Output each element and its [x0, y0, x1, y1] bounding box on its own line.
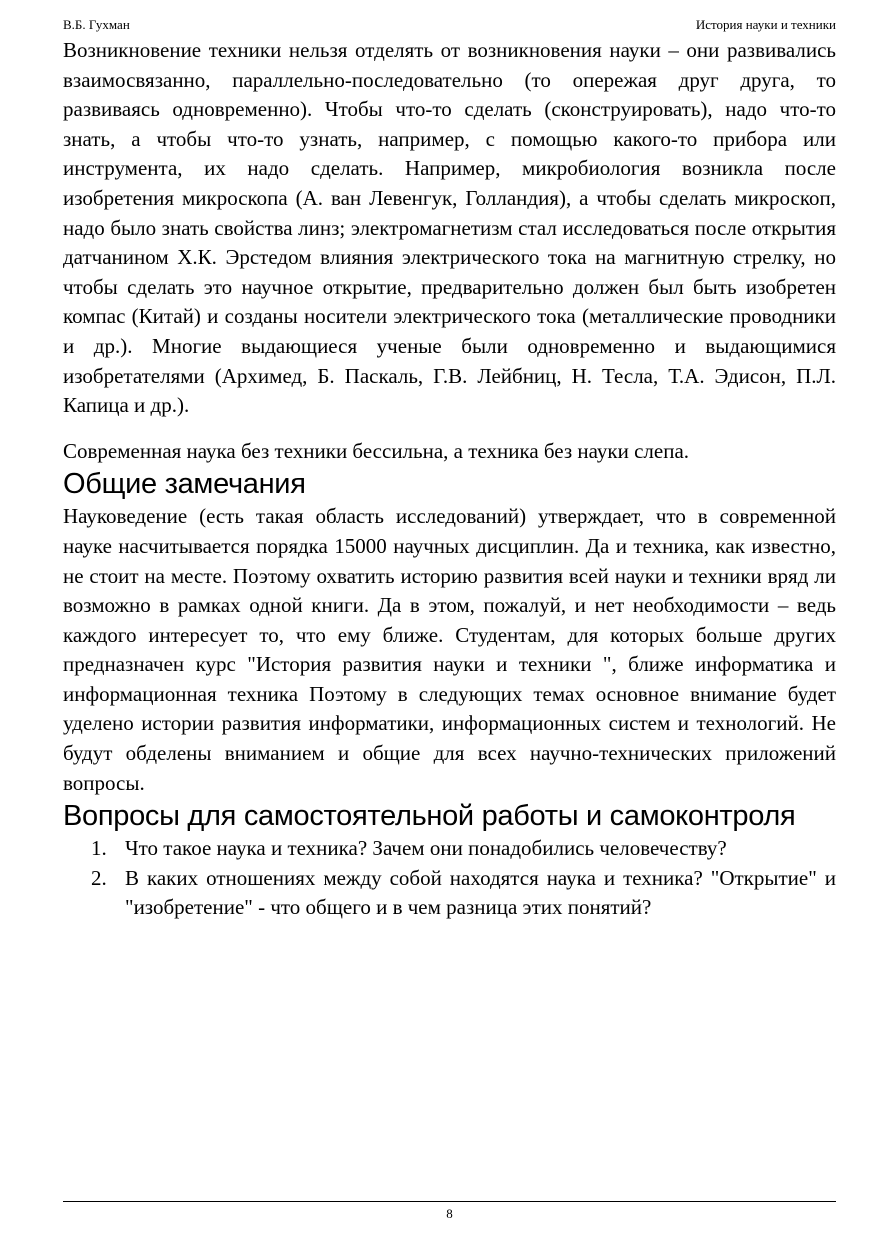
question-text: В каких отношениях между собой находятся наука и техника? "Открытие" и "изобретение" - что общего и в чем разница этих понятий? [125, 865, 836, 920]
questions-list [63, 834, 836, 923]
list-item [63, 864, 836, 923]
maxim-paragraph: Современная наука без техники бессильна, а техника без науки слепа. [63, 438, 690, 463]
footer-divider [63, 1201, 836, 1202]
question-text: Что такое наука и техника? Зачем они понадобились человечеству? [125, 836, 727, 861]
header-book-title: История науки и техники [695, 17, 836, 32]
question-number: 1. [91, 836, 107, 861]
intro-paragraph: Возникновение техники нельзя отделять от возникновения науки – они развивались взаимосвязанно, параллельно-последовательно (то опережая друг друга, то развиваясь одновременно). Чтобы что-то сделать (сконструировать), надо что-то знать, а чтобы что-то узнать, например, с помощью какого-то прибора или инструмента, их надо сделать. Например, микробиология возникла после изобретения микроскопа (А. ван Левенгук, Голландия), а чтобы сделать микроскоп, надо было знать свойства линз; электромагнетизм стал исследоваться после открытия датчанином Х.К. Эрстедом влияния электрического тока на магнитную стрелку, но чтобы сделать это научное открытие, предварительно должен был быть изобретен компас (Китай) и созданы носители электрического тока (металлические проводники и др.). Многие выдающиеся ученые были одновременно и выдающимися изобретателями (Архимед, Б. Паскаль, Г.В. Лейбниц, Н. Тесла, Т.А. Эдисон, П.Л. Капица и др.). [63, 38, 836, 418]
list-item [63, 834, 836, 864]
question-number: 2. [91, 865, 107, 890]
document-page [63, 0, 836, 1241]
page-content [63, 36, 836, 923]
general-remarks-paragraph: Науковедение (есть такая область исследований) утверждает, что в современной науке насчитывается порядка 15000 научных дисциплин. Да и техника, как известно, не стоит на месте. Поэтому охватить историю развития всей науки и техники вряд ли возможно в рамках одной книги. Да в этом, пожалуй, и нет необходимости – ведь каждого интересует то, что ему ближе. Студентам, для которых больше других предназначен курс "История развития науки и техники ", ближе информатика и информационная техника Поэтому в следующих темах основное внимание будет уделено истории развития информатики, информационных систем и технологий. Не будут обделены вниманием и общие для всех научно-технических приложений вопросы. [63, 504, 836, 795]
section-heading-general: Общие замечания [63, 468, 306, 501]
page-number: 8 [446, 1206, 453, 1221]
header-author: В.Б. Гухман [63, 17, 130, 32]
running-header [63, 17, 836, 33]
section-heading-questions: Вопросы для самостоятельной работы и самоконтроля [63, 800, 796, 833]
